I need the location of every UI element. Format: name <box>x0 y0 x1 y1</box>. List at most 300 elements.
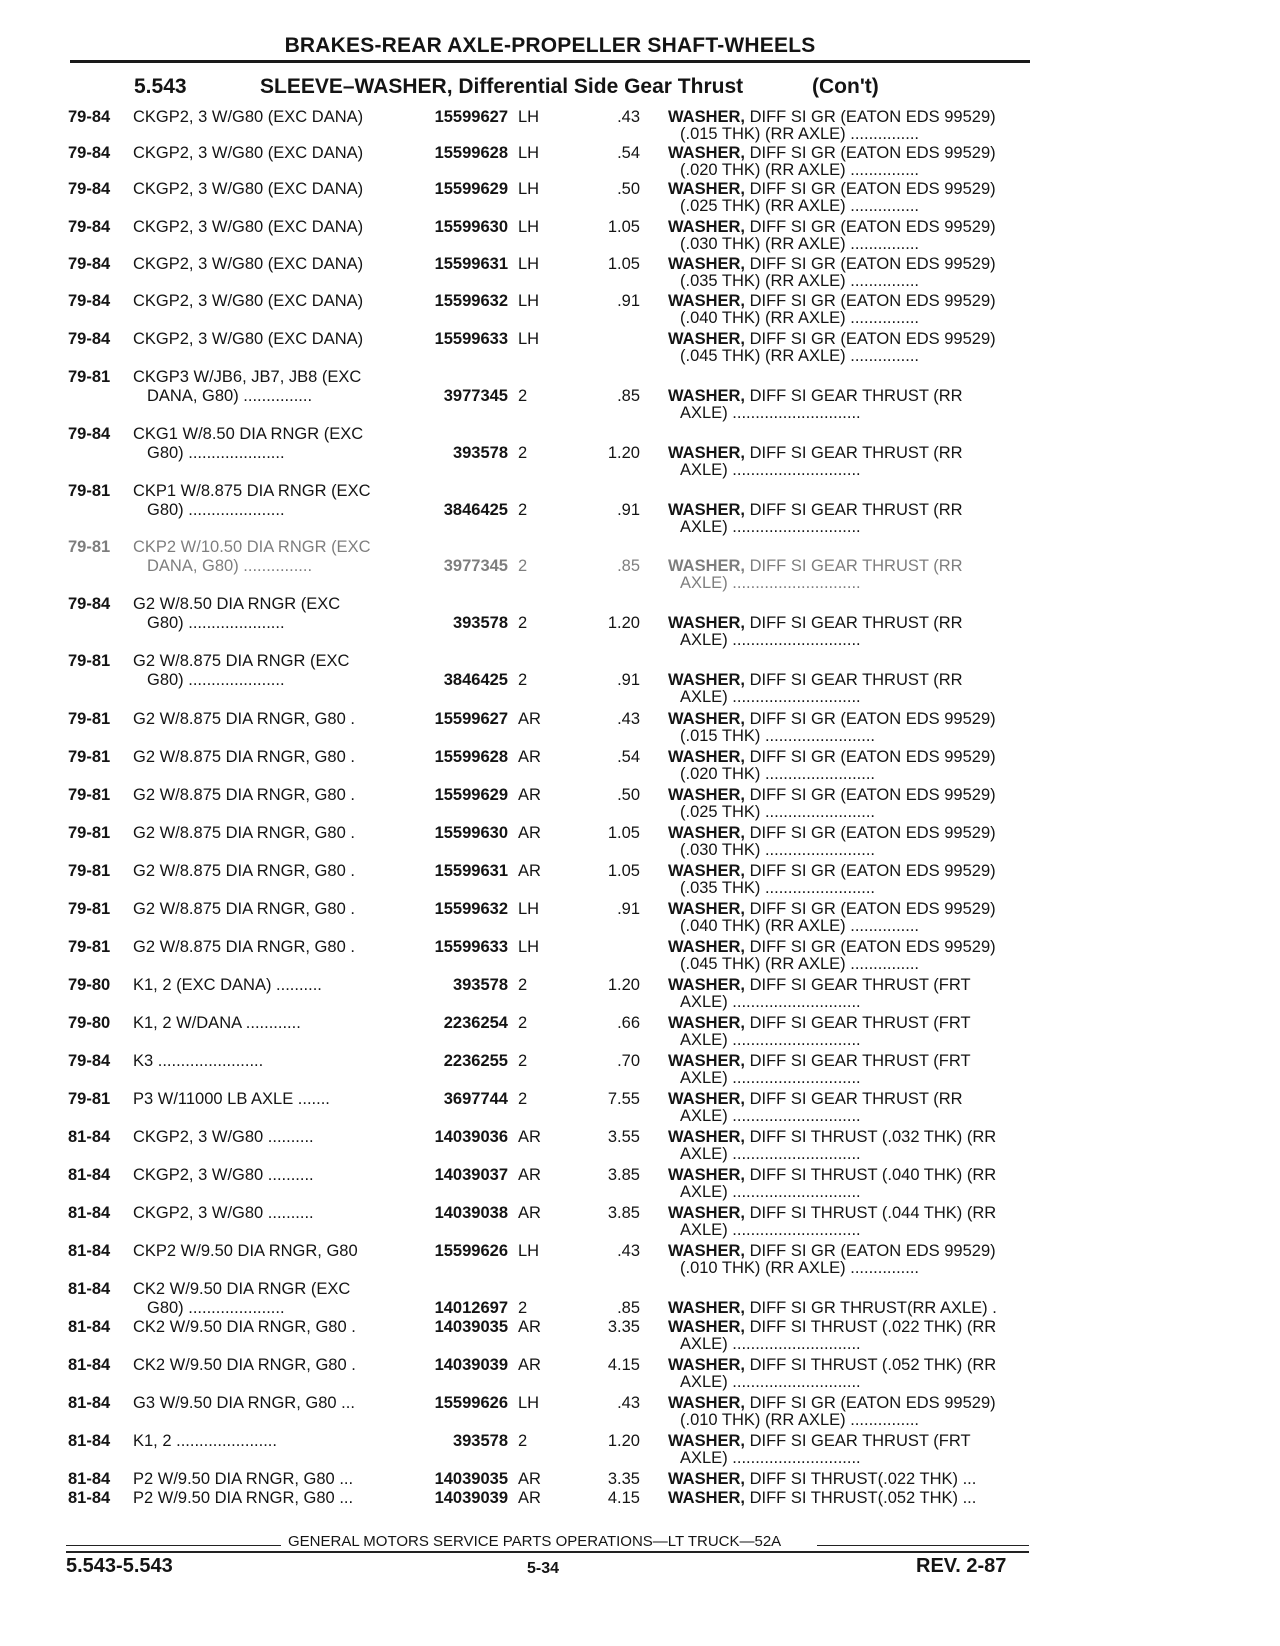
part-name-keyword: WASHER, <box>668 108 746 126</box>
model-year: 79-81 <box>68 938 111 956</box>
part-number: 15599629 <box>434 180 508 198</box>
description-line-1: CKGP2, 3 W/G80 (EXC DANA) <box>133 292 364 310</box>
part-name-detail: DIFF SI GR (EATON EDS 99529) <box>745 748 996 766</box>
description-line-1: CKP2 W/9.50 DIA RNGR, G80 <box>133 1242 358 1260</box>
part-name-detail: DIFF SI GR (EATON EDS 99529) <box>745 710 996 728</box>
model-year: 79-81 <box>68 710 111 728</box>
part-name-detail: DIFF SI GEAR THRUST (RR <box>745 557 963 575</box>
description-line-1: K3 ....................... <box>133 1052 264 1070</box>
quantity: AR <box>518 1356 541 1374</box>
model-year: 81-84 <box>68 1204 111 1222</box>
application-description <box>133 1394 403 1413</box>
part-number: 15599633 <box>434 330 508 348</box>
quantity: LH <box>518 180 540 198</box>
description-line-1: G2 W/8.875 DIA RNGR (EXC <box>133 652 350 670</box>
description-line-1: CKGP2, 3 W/G80 (EXC DANA) <box>133 108 364 126</box>
application-description <box>133 255 403 274</box>
description-line-1: G2 W/8.875 DIA RNGR, G80 . <box>133 748 355 766</box>
part-name-keyword: WASHER, <box>668 671 746 689</box>
part-name-continuation: (.040 THK) (RR AXLE) ............... <box>680 917 920 935</box>
price: 3.85 <box>607 1204 640 1222</box>
part-name-detail: DIFF SI GR (EATON EDS 99529) <box>745 786 996 804</box>
description-line-1: G3 W/9.50 DIA RNGR, G80 ... <box>133 1394 355 1412</box>
price: .50 <box>617 180 640 198</box>
part-number: 15599627 <box>434 710 508 728</box>
quantity: AR <box>518 1204 541 1222</box>
part-number: 15599627 <box>434 108 508 126</box>
model-year: 79-81 <box>68 824 111 842</box>
model-year: 81-84 <box>68 1356 111 1374</box>
part-name-keyword: WASHER, <box>668 330 746 348</box>
description-line-2: G80) ..................... <box>147 501 285 519</box>
part-name-keyword: WASHER, <box>668 218 746 236</box>
model-year: 79-81 <box>68 748 111 766</box>
model-year: 81-84 <box>68 1166 111 1184</box>
price: 4.15 <box>607 1356 640 1374</box>
part-name-continuation: (.035 THK) (RR AXLE) ............... <box>680 272 920 290</box>
model-year: 79-84 <box>68 180 111 198</box>
quantity: AR <box>518 710 541 728</box>
part-name-continuation: AXLE) ............................ <box>680 1107 861 1125</box>
application-description <box>133 1204 403 1223</box>
model-year: 79-81 <box>68 482 111 500</box>
model-year: 79-81 <box>68 1090 111 1108</box>
part-name-continuation: AXLE) ............................ <box>680 574 861 592</box>
part-name-keyword: WASHER, <box>668 557 746 575</box>
price: .91 <box>617 292 640 310</box>
description-line-1: G2 W/8.875 DIA RNGR, G80 . <box>133 938 355 956</box>
part-name-continuation: (.045 THK) (RR AXLE) ............... <box>680 955 920 973</box>
quantity: LH <box>518 108 540 126</box>
part-name-detail: DIFF SI GR (EATON EDS 99529) <box>745 144 996 162</box>
quantity: AR <box>518 1470 541 1488</box>
model-year: 81-84 <box>68 1280 111 1298</box>
application-description <box>133 108 403 127</box>
quantity: LH <box>518 144 540 162</box>
part-number: 2236255 <box>443 1052 508 1070</box>
part-number: 3697744 <box>443 1090 508 1108</box>
part-name <box>668 1489 976 1508</box>
price: .43 <box>617 710 640 728</box>
application-description <box>133 144 403 163</box>
part-name-detail: DIFF SI GR (EATON EDS 99529) <box>745 1394 996 1412</box>
quantity: AR <box>518 786 541 804</box>
quantity: LH <box>518 218 540 236</box>
part-name-keyword: WASHER, <box>668 1489 746 1507</box>
quantity: LH <box>518 1242 540 1260</box>
part-name-continuation: AXLE) ............................ <box>680 688 861 706</box>
part-name-continuation: (.030 THK) ........................ <box>680 841 875 859</box>
price: 1.05 <box>607 862 640 880</box>
application-description <box>133 1470 403 1489</box>
quantity: 2 <box>518 501 528 519</box>
quantity: AR <box>518 862 541 880</box>
application-description <box>133 538 403 575</box>
part-name-keyword: WASHER, <box>668 1318 746 1336</box>
part-name-continuation: AXLE) ............................ <box>680 1373 861 1391</box>
quantity: 2 <box>518 1432 528 1450</box>
part-number: 15599631 <box>434 255 508 273</box>
part-name-detail: DIFF SI GEAR THRUST (FRT <box>745 1432 971 1450</box>
part-name-continuation: (.010 THK) (RR AXLE) ............... <box>680 1259 920 1277</box>
quantity: 2 <box>518 1299 528 1317</box>
part-number: 393578 <box>452 1432 508 1450</box>
quantity: LH <box>518 255 540 273</box>
model-year: 79-84 <box>68 425 111 443</box>
application-description <box>133 1166 403 1185</box>
description-line-2: G80) ..................... <box>147 671 285 689</box>
model-year: 79-81 <box>68 862 111 880</box>
model-year: 79-80 <box>68 976 111 994</box>
part-name-detail: DIFF SI GEAR THRUST (RR <box>745 444 963 462</box>
application-description <box>133 1432 403 1451</box>
part-name-continuation: AXLE) ............................ <box>680 1183 861 1201</box>
footer-page-number: 5-34 <box>527 1560 560 1577</box>
footer-publisher: GENERAL MOTORS SERVICE PARTS OPERATIONS—LT TRUCK—52A <box>288 1533 782 1550</box>
part-name-keyword: WASHER, <box>668 862 746 880</box>
description-line-2: G80) ..................... <box>147 614 285 632</box>
part-name-detail: DIFF SI THRUST(.052 THK) ... <box>745 1489 977 1507</box>
part-name-continuation: AXLE) ............................ <box>680 1145 861 1163</box>
price: 1.05 <box>607 218 640 236</box>
part-name-keyword: WASHER, <box>668 786 746 804</box>
part-name-detail: DIFF SI THRUST(.022 THK) ... <box>745 1470 977 1488</box>
model-year: 79-84 <box>68 595 111 613</box>
price: .66 <box>617 1014 640 1032</box>
part-number: 3846425 <box>443 501 508 519</box>
description-line-1: CKGP2, 3 W/G80 .......... <box>133 1166 314 1184</box>
application-description <box>133 1242 403 1261</box>
part-name-detail: DIFF SI GEAR THRUST (RR <box>745 671 963 689</box>
price: .43 <box>617 108 640 126</box>
part-number: 14039039 <box>434 1489 508 1507</box>
part-name-detail: DIFF SI GR (EATON EDS 99529) <box>745 180 996 198</box>
model-year: 79-84 <box>68 108 111 126</box>
part-name-keyword: WASHER, <box>668 824 746 842</box>
part-name-continuation: (.015 THK) (RR AXLE) ............... <box>680 125 920 143</box>
quantity: 2 <box>518 1014 528 1032</box>
part-name-continuation: (.015 THK) ........................ <box>680 727 875 745</box>
part-name-keyword: WASHER, <box>668 1394 746 1412</box>
description-line-1: CKGP2, 3 W/G80 (EXC DANA) <box>133 218 364 236</box>
model-year: 79-84 <box>68 292 111 310</box>
price: .91 <box>617 900 640 918</box>
page-header-title: BRAKES-REAR AXLE-PROPELLER SHAFT-WHEELS <box>284 34 816 57</box>
price: 4.15 <box>607 1489 640 1507</box>
part-name-continuation: AXLE) ............................ <box>680 631 861 649</box>
price: .70 <box>617 1052 640 1070</box>
model-year: 79-84 <box>68 255 111 273</box>
quantity: LH <box>518 330 540 348</box>
part-number: 3977345 <box>443 387 508 405</box>
price: .54 <box>617 144 640 162</box>
header-rule <box>70 60 1030 63</box>
price: .91 <box>617 501 640 519</box>
application-description <box>133 1318 403 1337</box>
application-description <box>133 180 403 199</box>
part-number: 15599629 <box>434 786 508 804</box>
description-line-1: CKGP2, 3 W/G80 (EXC DANA) <box>133 180 364 198</box>
part-name-keyword: WASHER, <box>668 1242 746 1260</box>
quantity: LH <box>518 938 540 956</box>
quantity: 2 <box>518 976 528 994</box>
part-name-keyword: WASHER, <box>668 444 746 462</box>
application-description <box>133 652 403 689</box>
part-name-continuation: (.025 THK) (RR AXLE) ............... <box>680 197 920 215</box>
part-name-detail: DIFF SI GEAR THRUST (FRT <box>745 976 971 994</box>
part-name-keyword: WASHER, <box>668 144 746 162</box>
part-name-detail: DIFF SI GEAR THRUST (RR <box>745 614 963 632</box>
part-number: 2236254 <box>443 1014 508 1032</box>
model-year: 79-84 <box>68 144 111 162</box>
section-number: 5.543 <box>134 75 187 98</box>
description-line-1: P2 W/9.50 DIA RNGR, G80 ... <box>133 1489 354 1507</box>
price: .43 <box>617 1242 640 1260</box>
model-year: 81-84 <box>68 1128 111 1146</box>
part-name-continuation: (.025 THK) ........................ <box>680 803 875 821</box>
application-description <box>133 1014 403 1033</box>
part-name <box>668 1470 976 1489</box>
part-number: 15599626 <box>434 1242 508 1260</box>
part-name-keyword: WASHER, <box>668 710 746 728</box>
part-name-detail: DIFF SI THRUST (.044 THK) (RR <box>745 1204 997 1222</box>
model-year: 81-84 <box>68 1470 111 1488</box>
part-name-detail: DIFF SI GR (EATON EDS 99529) <box>745 900 996 918</box>
quantity: AR <box>518 1166 541 1184</box>
part-number: 15599628 <box>434 144 508 162</box>
quantity: 2 <box>518 387 528 405</box>
part-name-detail: DIFF SI GR THRUST(RR AXLE) . <box>745 1299 997 1317</box>
description-line-1: CKGP2, 3 W/G80 (EXC DANA) <box>133 255 364 273</box>
part-name-detail: DIFF SI GR (EATON EDS 99529) <box>745 938 996 956</box>
part-number: 393578 <box>452 976 508 994</box>
part-name-continuation: (.020 THK) (RR AXLE) ............... <box>680 161 920 179</box>
description-line-1: CKGP2, 3 W/G80 (EXC DANA) <box>133 330 364 348</box>
quantity: AR <box>518 1489 541 1507</box>
quantity: AR <box>518 824 541 842</box>
part-name-keyword: WASHER, <box>668 1432 746 1450</box>
part-name-continuation: AXLE) ............................ <box>680 1335 861 1353</box>
footer-section-range: 5.543-5.543 <box>66 1555 173 1577</box>
part-name-detail: DIFF SI GEAR THRUST (RR <box>745 501 963 519</box>
description-line-1: CK2 W/9.50 DIA RNGR, G80 . <box>133 1356 356 1374</box>
price: 7.55 <box>607 1090 640 1108</box>
description-line-2: DANA, G80) ............... <box>147 387 313 405</box>
part-name-keyword: WASHER, <box>668 1204 746 1222</box>
application-description <box>133 1356 403 1375</box>
application-description <box>133 786 403 805</box>
application-description <box>133 824 403 843</box>
model-year: 79-81 <box>68 900 111 918</box>
footer-rule-right <box>817 1545 1029 1546</box>
description-line-1: G2 W/8.875 DIA RNGR, G80 . <box>133 862 355 880</box>
price: 1.20 <box>607 444 640 462</box>
part-name-keyword: WASHER, <box>668 900 746 918</box>
part-name-detail: DIFF SI GEAR THRUST (FRT <box>745 1052 971 1070</box>
part-number: 14039039 <box>434 1356 508 1374</box>
description-line-1: CKGP2, 3 W/G80 .......... <box>133 1204 314 1222</box>
quantity: 2 <box>518 671 528 689</box>
price: 1.20 <box>607 1432 640 1450</box>
part-name-keyword: WASHER, <box>668 1052 746 1070</box>
application-description <box>133 938 403 957</box>
part-number: 14039035 <box>434 1318 508 1336</box>
quantity: 2 <box>518 1052 528 1070</box>
description-line-1: CK2 W/9.50 DIA RNGR (EXC <box>133 1280 351 1298</box>
model-year: 81-84 <box>68 1432 111 1450</box>
description-line-1: CKP1 W/8.875 DIA RNGR (EXC <box>133 482 371 500</box>
part-name-detail: DIFF SI GEAR THRUST (RR <box>745 1090 963 1108</box>
part-name-continuation: AXLE) ............................ <box>680 993 861 1011</box>
application-description <box>133 292 403 311</box>
description-line-2: G80) ..................... <box>147 444 285 462</box>
price: .43 <box>617 1394 640 1412</box>
part-name-continuation: AXLE) ............................ <box>680 1221 861 1239</box>
part-name-keyword: WASHER, <box>668 938 746 956</box>
part-name-detail: DIFF SI GR (EATON EDS 99529) <box>745 1242 996 1260</box>
price: 3.35 <box>607 1318 640 1336</box>
part-name-detail: DIFF SI GR (EATON EDS 99529) <box>745 108 996 126</box>
part-name-continuation: AXLE) ............................ <box>680 461 861 479</box>
quantity: AR <box>518 1318 541 1336</box>
application-description <box>133 425 403 462</box>
part-name-detail: DIFF SI THRUST (.040 THK) (RR <box>745 1166 997 1184</box>
part-number: 15599630 <box>434 824 508 842</box>
part-name-detail: DIFF SI GR (EATON EDS 99529) <box>745 862 996 880</box>
part-number: 14039035 <box>434 1470 508 1488</box>
part-name-keyword: WASHER, <box>668 748 746 766</box>
part-name-keyword: WASHER, <box>668 255 746 273</box>
description-line-1: K1, 2 W/DANA ............ <box>133 1014 301 1032</box>
part-name-detail: DIFF SI GR (EATON EDS 99529) <box>745 218 996 236</box>
quantity: 2 <box>518 444 528 462</box>
part-name-continuation: (.020 THK) ........................ <box>680 765 875 783</box>
description-line-1: P2 W/9.50 DIA RNGR, G80 ... <box>133 1470 354 1488</box>
part-name-continuation: AXLE) ............................ <box>680 404 861 422</box>
part-number: 393578 <box>452 444 508 462</box>
part-name-keyword: WASHER, <box>668 180 746 198</box>
part-number: 14039037 <box>434 1166 508 1184</box>
section-continued: (Con't) <box>812 75 879 98</box>
application-description <box>133 1090 403 1109</box>
application-description <box>133 330 403 349</box>
part-name-keyword: WASHER, <box>668 614 746 632</box>
part-number: 14039038 <box>434 1204 508 1222</box>
application-description <box>133 862 403 881</box>
description-line-2: DANA, G80) ............... <box>147 557 313 575</box>
part-name-continuation: (.045 THK) (RR AXLE) ............... <box>680 347 920 365</box>
part-number: 15599632 <box>434 292 508 310</box>
price: .50 <box>617 786 640 804</box>
model-year: 79-81 <box>68 652 111 670</box>
part-number: 15599630 <box>434 218 508 236</box>
price: .85 <box>617 387 640 405</box>
part-name-detail: DIFF SI GEAR THRUST (RR <box>745 387 963 405</box>
part-name-keyword: WASHER, <box>668 501 746 519</box>
part-name <box>668 1299 997 1318</box>
part-name-continuation: AXLE) ............................ <box>680 1449 861 1467</box>
footer-revision: REV. 2-87 <box>916 1555 1007 1577</box>
description-line-1: G2 W/8.50 DIA RNGR (EXC <box>133 595 341 613</box>
quantity: LH <box>518 292 540 310</box>
description-line-1: CKG1 W/8.50 DIA RNGR (EXC <box>133 425 364 443</box>
description-line-2: G80) ..................... <box>147 1299 285 1317</box>
part-name-keyword: WASHER, <box>668 1299 746 1317</box>
quantity: LH <box>518 900 540 918</box>
application-description <box>133 710 403 729</box>
part-number: 15599628 <box>434 748 508 766</box>
part-name-keyword: WASHER, <box>668 976 746 994</box>
part-number: 15599626 <box>434 1394 508 1412</box>
description-line-1: K1, 2 ...................... <box>133 1432 277 1450</box>
price: 1.05 <box>607 824 640 842</box>
price: .85 <box>617 1299 640 1317</box>
application-description <box>133 1052 403 1071</box>
part-number: 393578 <box>452 614 508 632</box>
part-name-continuation: AXLE) ............................ <box>680 1031 861 1049</box>
part-name-keyword: WASHER, <box>668 1014 746 1032</box>
model-year: 81-84 <box>68 1489 111 1507</box>
description-line-1: CKP2 W/10.50 DIA RNGR (EXC <box>133 538 371 556</box>
model-year: 79-81 <box>68 368 111 386</box>
application-description <box>133 218 403 237</box>
part-number: 3977345 <box>443 557 508 575</box>
model-year: 79-84 <box>68 218 111 236</box>
part-name-detail: DIFF SI GR (EATON EDS 99529) <box>745 330 996 348</box>
part-name-continuation: (.040 THK) (RR AXLE) ............... <box>680 309 920 327</box>
part-number: 15599633 <box>434 938 508 956</box>
model-year: 79-80 <box>68 1014 111 1032</box>
part-number: 14012697 <box>434 1299 508 1317</box>
price: 1.20 <box>607 976 640 994</box>
part-name-detail: DIFF SI GR (EATON EDS 99529) <box>745 292 996 310</box>
quantity: 2 <box>518 1090 528 1108</box>
part-name-detail: DIFF SI GR (EATON EDS 99529) <box>745 255 996 273</box>
model-year: 81-84 <box>68 1394 111 1412</box>
part-name-keyword: WASHER, <box>668 1470 746 1488</box>
part-name-keyword: WASHER, <box>668 1090 746 1108</box>
price: 1.05 <box>607 255 640 273</box>
part-name-keyword: WASHER, <box>668 1356 746 1374</box>
description-line-1: G2 W/8.875 DIA RNGR, G80 . <box>133 786 355 804</box>
model-year: 79-84 <box>68 1052 111 1070</box>
part-name-keyword: WASHER, <box>668 292 746 310</box>
description-line-1: G2 W/8.875 DIA RNGR, G80 . <box>133 900 355 918</box>
part-name-continuation: AXLE) ............................ <box>680 518 861 536</box>
price: 3.85 <box>607 1166 640 1184</box>
application-description <box>133 1128 403 1147</box>
price: .54 <box>617 748 640 766</box>
part-name-keyword: WASHER, <box>668 1128 746 1146</box>
part-number: 15599632 <box>434 900 508 918</box>
application-description <box>133 900 403 919</box>
part-name-continuation: (.030 THK) (RR AXLE) ............... <box>680 235 920 253</box>
part-name-keyword: WASHER, <box>668 387 746 405</box>
part-name-detail: DIFF SI THRUST (.052 THK) (RR <box>745 1356 997 1374</box>
quantity: LH <box>518 1394 540 1412</box>
part-name-detail: DIFF SI THRUST (.022 THK) (RR <box>745 1318 997 1336</box>
description-line-1: G2 W/8.875 DIA RNGR, G80 . <box>133 710 355 728</box>
application-description <box>133 1489 403 1508</box>
part-name-detail: DIFF SI GEAR THRUST (FRT <box>745 1014 971 1032</box>
part-number: 14039036 <box>434 1128 508 1146</box>
quantity: 2 <box>518 557 528 575</box>
footer-rule-left <box>66 1545 281 1546</box>
application-description <box>133 976 403 995</box>
price: 1.20 <box>607 614 640 632</box>
part-name-continuation: AXLE) ............................ <box>680 1069 861 1087</box>
model-year: 79-81 <box>68 786 111 804</box>
